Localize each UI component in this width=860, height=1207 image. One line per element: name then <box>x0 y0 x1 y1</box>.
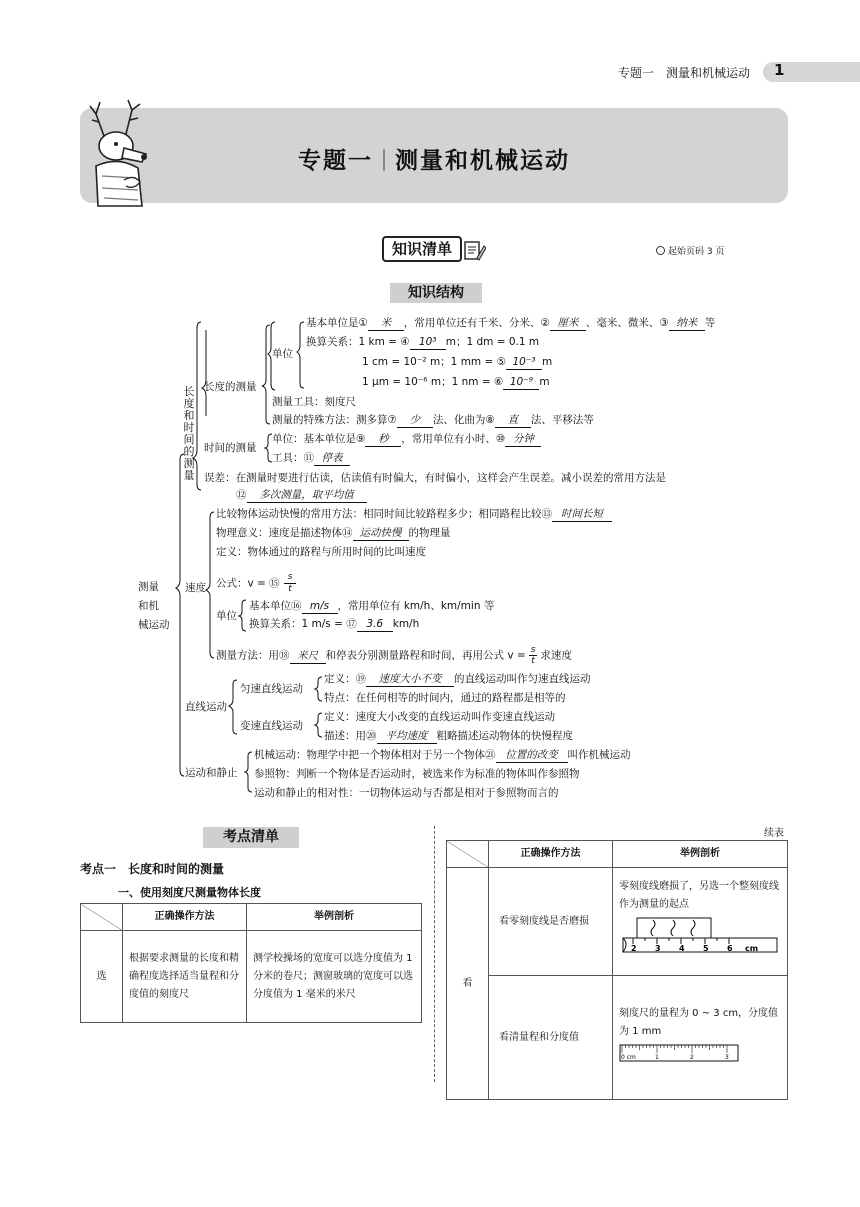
line-um-nm: 1 μm = 10⁻⁶ m；1 nm = ⑥ 10⁻⁹ m <box>362 376 550 388</box>
svg-text:3: 3 <box>655 944 661 953</box>
unit-node: 单位 <box>272 348 293 360</box>
svg-text:4: 4 <box>679 944 685 953</box>
cell-example: 零刻度线磨损了，另选一个整刻度线作为测量的起点 2 3 4 5 6 cm <box>613 868 788 976</box>
table-ruler-check <box>446 840 788 1100</box>
running-header: 专题一 测量和机械运动 <box>617 66 750 80</box>
mindmap-root: 测量 和机 械运动 <box>138 581 170 631</box>
speed-unit-node: 单位 <box>216 610 237 622</box>
variable-motion-node: 变速直线运动 <box>240 720 303 732</box>
exam-point-title: 考点一 长度和时间的测量 <box>80 862 225 876</box>
line-mechanical-motion: 机械运动：物理学中把一个物体相对于另一个物体㉑ 位置的改变 叫作机械运动 <box>254 749 631 761</box>
motion-rest-node: 运动和静止 <box>185 767 238 779</box>
table-corner <box>447 841 489 868</box>
svg-text:2: 2 <box>690 1054 694 1061</box>
line-speed-method: 测量方法：用⑱ 米尺 和停表分别测量路程和时间，再用公式 v = $\frac{s}{t}$ 求速度 <box>216 645 572 666</box>
range-ruler-diagram <box>619 1041 741 1063</box>
cell-method: 看清量程和分度值 <box>489 976 613 1100</box>
linear-motion-node: 直线运动 <box>185 701 227 713</box>
line-cm-mm: 1 cm = 10⁻² m；1 mm = ⑤ 10⁻³ m <box>362 356 553 368</box>
cell-example: 测学校操场的宽度可以选分度值为 1 分米的卷尺；测窗玻璃的宽度可以选分度值为 1 毫米的米尺 <box>247 931 422 1023</box>
line-physical-meaning: 物理意义：速度是描述物体⑭ 运动快慢 的物理量 <box>216 527 451 539</box>
line-time-tool: 工具：⑪ 停表 <box>272 451 350 466</box>
col-method: 正确操作方法 <box>489 841 613 868</box>
line-uniform-feature: 特点：在任何相等的时间内，通过的路程都是相等的 <box>324 692 566 704</box>
knowledge-list-label: 知识清单 <box>382 236 462 262</box>
svg-text:0 cm: 0 cm <box>621 1054 636 1061</box>
table-corner <box>81 904 123 931</box>
line-uniform-definition: 定义：⑲ 速度大小不变 的直线运动叫作匀速直线运动 <box>324 673 591 685</box>
line-base-unit: 基本单位是① 米 ，常用单位还有千米、分米、② 厘米 、毫米、微米、③ 纳米 等 <box>306 317 716 329</box>
line-error-method: ⑫ 多次测量，取平均值 <box>236 488 367 503</box>
svg-text:cm: cm <box>745 944 759 953</box>
line-variable-description: 描述：用⑳ 平均速度 粗略描述运动物体的快慢程度 <box>324 730 573 742</box>
line-formula: 公式：v = ⑮ $\frac{s}{t}$ <box>216 572 296 595</box>
cell-method: 看零刻度线是否磨损 <box>489 868 613 976</box>
knowledge-structure-label: 知识结构 <box>390 283 482 303</box>
svg-text:5: 5 <box>703 944 709 953</box>
page-number: 1 <box>774 61 785 79</box>
table-ruler-select <box>80 903 422 1023</box>
line-reference: 参照物：判断一个物体是否运动时，被选来作为标准的物体叫作参照物 <box>254 768 580 780</box>
start-page-note: 起始页码 3 页 <box>656 244 724 257</box>
svg-text:6: 6 <box>727 944 733 953</box>
svg-text:3: 3 <box>725 1054 729 1061</box>
table-continued-label: 续表 <box>764 828 784 839</box>
row-head-look: 看 <box>447 868 489 1100</box>
line-variable-definition: 定义：速度大小改变的直线运动叫作变速直线运动 <box>324 711 555 723</box>
length-measure-node: 长度的测量 <box>204 381 257 393</box>
uniform-motion-node: 匀速直线运动 <box>240 683 303 695</box>
line-compare-speed: 比较物体运动快慢的常用方法：相同时间比较路程多少；相同路程比较⑬ 时间长短 <box>216 507 612 522</box>
chapter-title: 专题一 测量和机械运动 <box>298 148 570 174</box>
col-method: 正确操作方法 <box>123 904 247 931</box>
exam-point-subtitle: 一、使用刻度尺测量物体长度 <box>118 886 261 899</box>
svg-text:2: 2 <box>631 944 637 953</box>
col-example: 举例剖析 <box>613 841 788 868</box>
line-definition: 定义：物体通过的路程与所用时间的比叫速度 <box>216 546 426 558</box>
worn-ruler-diagram <box>619 914 779 958</box>
line-conversion: 换算关系：1 km = ④ 10³ m；1 dm = 0.1 m <box>306 336 540 348</box>
col-example: 举例剖析 <box>247 904 422 931</box>
time-measure-node: 时间的测量 <box>204 442 257 454</box>
branch-measure-label: 长 度 和 时 间 的 测 量 <box>183 385 195 482</box>
exam-points-label: 考点清单 <box>203 827 299 848</box>
line-time-unit: 单位：基本单位是⑨ 秒 ，常用单位有小时、⑩ 分钟 <box>272 432 541 447</box>
line-special-methods: 测量的特殊方法：测多算⑦ 少 法、化曲为⑧ 直 法、平移法等 <box>272 414 594 426</box>
row-head-select: 选 <box>81 931 123 1023</box>
speed-node: 速度 <box>185 582 206 594</box>
svg-text:1: 1 <box>655 1054 659 1061</box>
column-divider <box>434 826 435 1082</box>
line-tool: 测量工具：刻度尺 <box>272 396 356 408</box>
line-speed-base-unit: 基本单位⑯ m/s ，常用单位有 km/h、km/min 等 <box>249 600 495 612</box>
cell-method: 根据要求测量的长度和精确程度选择适当量程和分度值的刻度尺 <box>123 931 247 1023</box>
line-speed-conversion: 换算关系：1 m/s = ⑰ 3.6 km/h <box>249 618 420 630</box>
cell-example: 刻度尺的量程为 0 ~ 3 cm，分度值为 1 mm 0 cm 1 2 3 <box>613 976 788 1100</box>
line-error: 误差：在测量时要进行估读，估读值有时偏大，有时偏小，这样会产生误差。减小误差的常用方法是 <box>204 472 666 484</box>
line-relativity: 运动和静止的相对性：一切物体运动与否都是相对于参照物而言的 <box>254 787 559 799</box>
